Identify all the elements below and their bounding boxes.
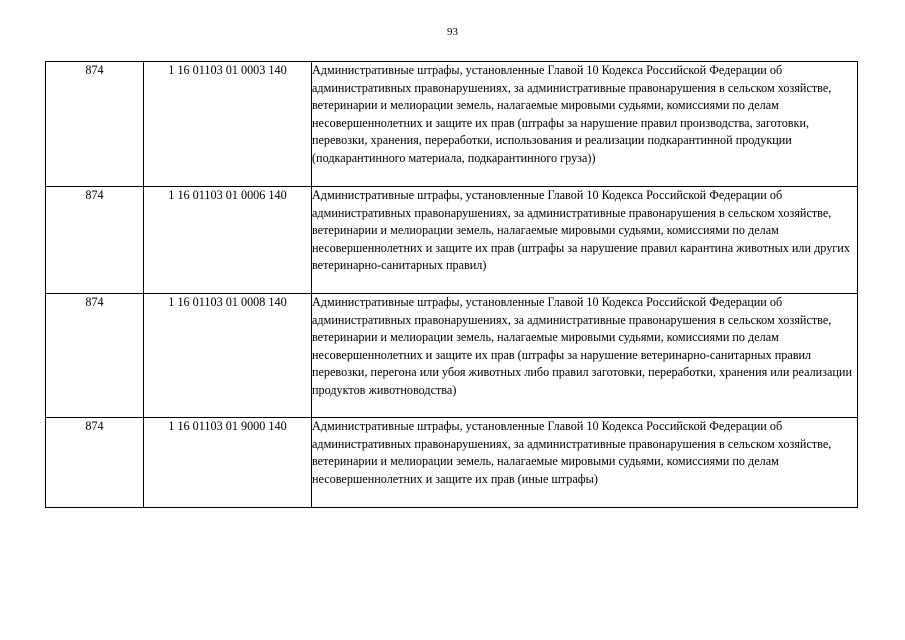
admin-code-cell: 874 <box>46 62 144 187</box>
description-cell: Административные штрафы, установленные Главой 10 Кодекса Российской Федерации об административных правонарушениях, за административные правонарушения в сельском хозяйстве, ветеринарии и мелиорации земель, налагаемые мировыми судьями, комиссиями по делам несовершеннолетних и защите их прав (иные штрафы) <box>312 418 858 508</box>
kbk-code-cell: 1 16 01103 01 0003 140 <box>144 62 312 187</box>
description-cell: Административные штрафы, установленные Главой 10 Кодекса Российской Федерации об административных правонарушениях, за административные правонарушения в сельском хозяйстве, ветеринарии и мелиорации земель, налагаемые мировыми судьями, комиссиями по делам несовершеннолетних и защите их прав (штрафы за нарушение правил производства, заготовки, перевозки, хранения, переработки, использования и реализации подкарантинной продукции (подкарантинного материала, подкарантинного груза)) <box>312 62 858 187</box>
description-cell: Административные штрафы, установленные Главой 10 Кодекса Российской Федерации об административных правонарушениях, за административные правонарушения в сельском хозяйстве, ветеринарии и мелиорации земель, налагаемые мировыми судьями, комиссиями по делам несовершеннолетних и защите их прав (штрафы за нарушение ветеринарно-санитарных правил перевозки, перегона или убоя животных либо правил заготовки, переработки, хранения или реализации продуктов животноводства) <box>312 294 858 418</box>
description-cell: Административные штрафы, установленные Главой 10 Кодекса Российской Федерации об административных правонарушениях, за административные правонарушения в сельском хозяйстве, ветеринарии и мелиорации земель, налагаемые мировыми судьями, комиссиями по делам несовершеннолетних и защите их прав (штрафы за нарушение правил карантина животных или других ветеринарно-санитарных правил) <box>312 187 858 294</box>
admin-code-cell: 874 <box>46 187 144 294</box>
table-row <box>46 187 858 294</box>
admin-code-cell: 874 <box>46 418 144 508</box>
kbk-code-cell: 1 16 01103 01 0008 140 <box>144 294 312 418</box>
kbk-code-cell: 1 16 01103 01 0006 140 <box>144 187 312 294</box>
table-row <box>46 62 858 187</box>
budget-codes-table <box>45 61 858 508</box>
admin-code-cell: 874 <box>46 294 144 418</box>
page-number: 93 <box>447 26 458 38</box>
table-row <box>46 294 858 418</box>
kbk-code-cell: 1 16 01103 01 9000 140 <box>144 418 312 508</box>
table-row <box>46 418 858 508</box>
